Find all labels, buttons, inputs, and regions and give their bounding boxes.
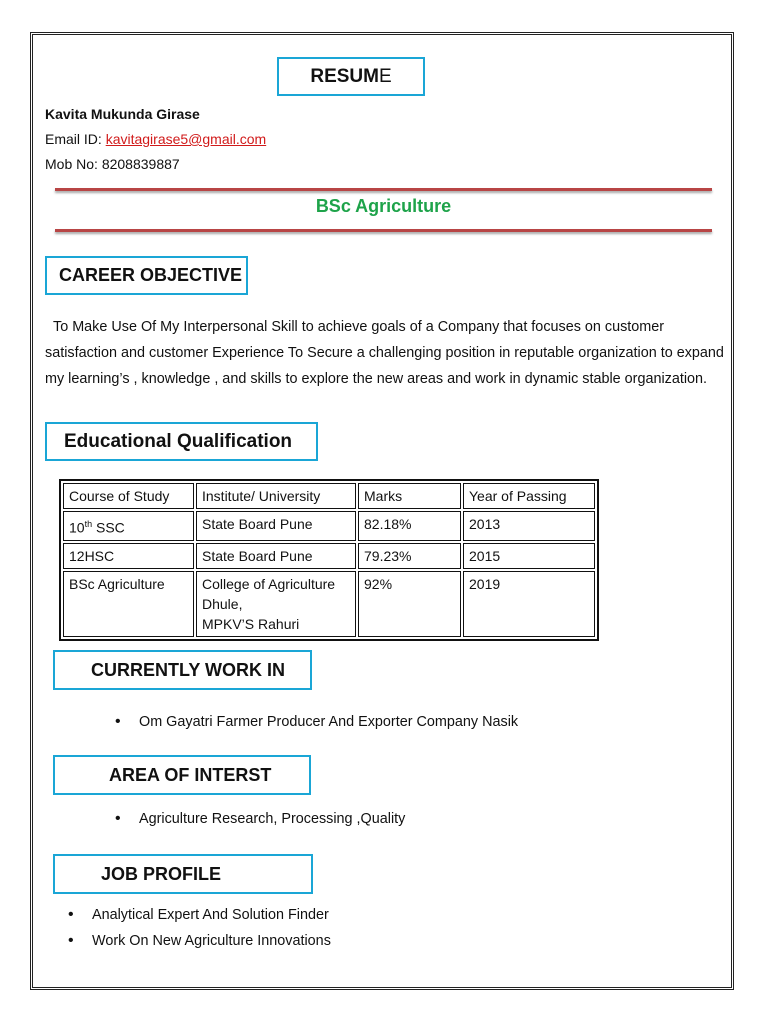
table-cell-course: 12HSC	[63, 543, 194, 569]
education-heading	[45, 422, 318, 461]
table-cell-marks: 79.23%	[358, 543, 461, 569]
job-profile-heading-text: JOB PROFILE	[101, 863, 222, 884]
table-row	[63, 543, 595, 569]
table-cell-course: BSc Agriculture	[63, 571, 194, 637]
current-work-list	[115, 709, 518, 735]
resume-title-last: E	[378, 65, 392, 87]
area-of-interest-heading	[53, 755, 311, 795]
area-of-interest-heading-text: AREA OF INTERST	[109, 764, 272, 785]
table-row	[63, 571, 595, 637]
job-profile-heading	[53, 854, 313, 894]
mobile-number: 8208839887	[101, 156, 180, 172]
table-cell-institute: State Board Pune	[196, 543, 356, 569]
mobile-label: Mob No:	[45, 156, 98, 172]
table-header: Course of Study	[63, 483, 194, 509]
top-divider	[55, 188, 712, 191]
list-item: • Work On New Agriculture Innovations	[68, 928, 331, 954]
table-cell-institute: State Board Pune	[196, 511, 356, 541]
career-objective-heading-text: CAREER OBJECTIVE	[59, 265, 243, 285]
career-objective-heading	[45, 256, 248, 295]
email-label: Email ID:	[45, 131, 102, 147]
career-objective-text	[45, 314, 725, 392]
table-cell-year: 2019	[463, 571, 595, 637]
email-line	[45, 131, 266, 147]
table-cell-year: 2013	[463, 511, 595, 541]
list-item: • Om Gayatri Farmer Producer And Exporter Company Nasik	[115, 709, 518, 735]
table-cell-marks: 92%	[358, 571, 461, 637]
candidate-name: Kavita Mukunda Girase	[45, 106, 200, 122]
table-cell-year: 2015	[463, 543, 595, 569]
list-item: • Analytical Expert And Solution Finder	[68, 902, 331, 928]
area-of-interest-list	[115, 806, 405, 832]
job-profile-list	[68, 902, 331, 954]
table-header: Year of Passing	[463, 483, 595, 509]
resume-title-main: RESUM	[310, 65, 379, 87]
table-header: Marks	[358, 483, 461, 509]
table-cell-course: 10th SSC	[63, 511, 194, 541]
degree-title: BSc Agriculture	[315, 196, 452, 216]
resume-title	[277, 57, 425, 96]
table-header: Institute/ University	[196, 483, 356, 509]
career-objective-body: To Make Use Of My Interpersonal Skill to achieve goals of a Company that focuses on customer satisfaction and customer Experience To Secure a challenging position in reputable organization to expand my learning’s , knowledge , and skills to explore the new areas and work in dynamic stable organization.	[45, 319, 724, 387]
mobile-line	[45, 156, 180, 172]
current-work-heading-text: CURRENTLY WORK IN	[91, 659, 286, 680]
list-item: • Agriculture Research, Processing ,Quality	[115, 806, 405, 832]
education-table	[59, 479, 599, 641]
table-row	[63, 511, 595, 541]
bottom-divider	[55, 229, 712, 232]
table-cell-institute: College of Agriculture Dhule, MPKV’S Rahuri	[196, 571, 356, 637]
current-work-heading	[53, 650, 312, 690]
table-header-row	[63, 483, 595, 509]
education-heading-text: Educational Qualification	[64, 430, 293, 452]
email-link[interactable]: kavitagirase5@gmail.com	[105, 131, 267, 147]
table-cell-marks: 82.18%	[358, 511, 461, 541]
